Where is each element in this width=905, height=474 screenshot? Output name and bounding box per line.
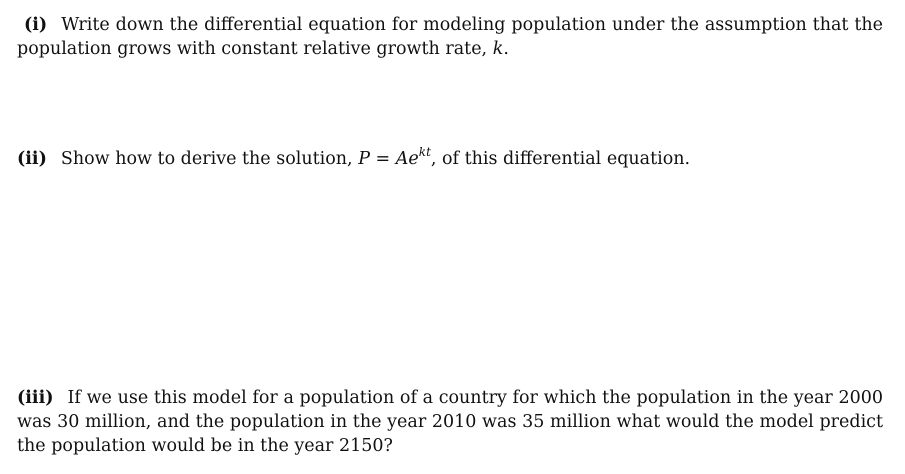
question-2-math-exponent: kt — [418, 145, 431, 159]
question-1 — [17, 13, 883, 61]
question-2-equals: = — [375, 149, 391, 169]
question-2-text-after: , of this differential equation. — [430, 149, 691, 169]
question-2-math-lhs: P — [358, 149, 370, 169]
question-1-end: . — [503, 39, 509, 59]
question-2-text-before: Show how to derive the solution, — [60, 149, 353, 169]
question-2-number: (ii) — [17, 149, 47, 169]
question-3 — [17, 386, 883, 458]
question-2 — [17, 147, 883, 171]
question-1-variable: k — [492, 39, 504, 59]
question-2-math-base: Ae — [395, 149, 419, 169]
question-3-text: If we use this model for a population of a country for which the population in the year 2000 was 30 million, and the population in the year 2010 was 35 million what would the model predict the population would be in the year 2150? — [17, 388, 883, 456]
question-3-number: (iii) — [17, 388, 54, 408]
question-1-number: (i) — [24, 15, 48, 35]
question-1-text: Write down the differential equation for modeling population under the assumption that the population grows with constant relative growth rate, — [17, 15, 883, 59]
